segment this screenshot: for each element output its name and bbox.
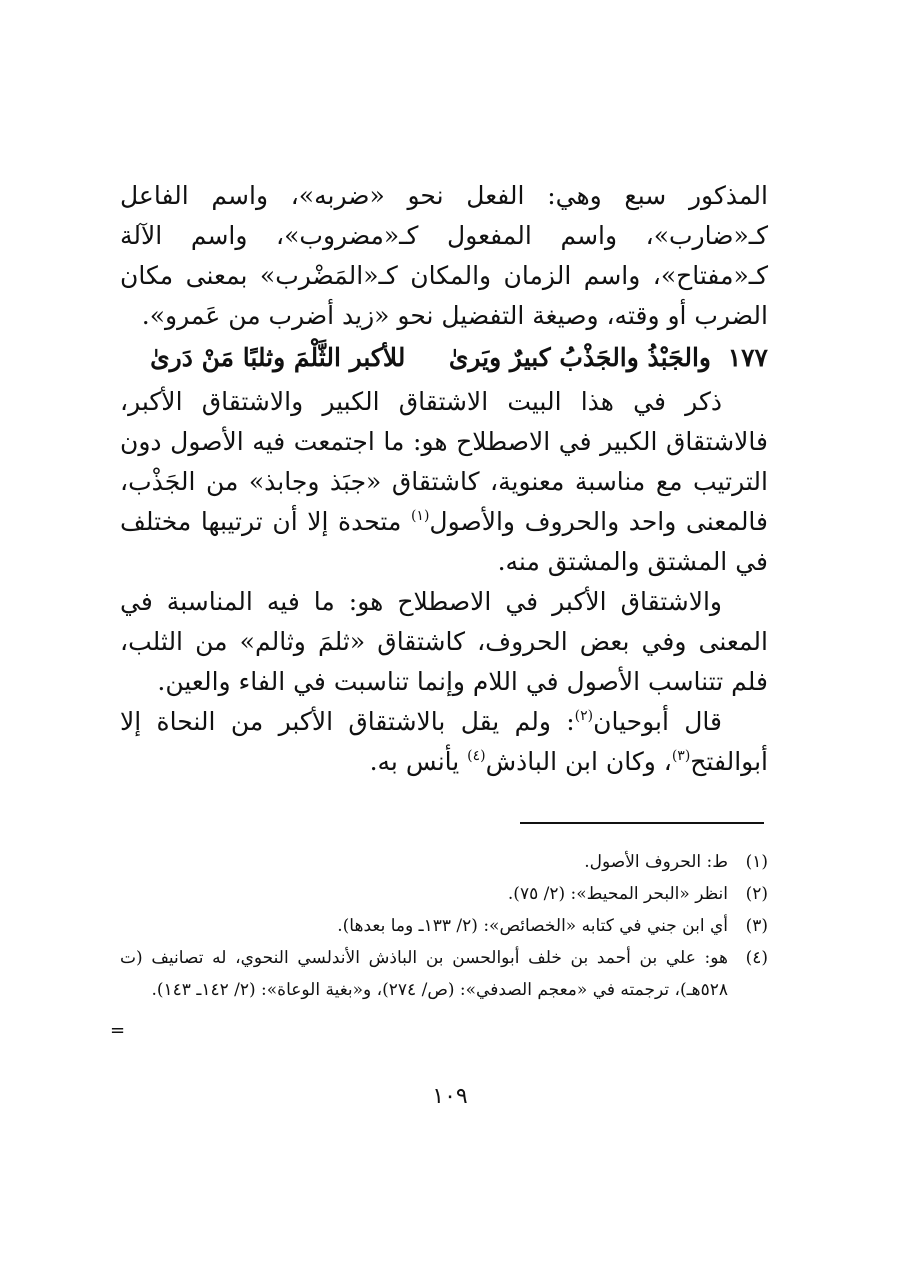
main-text xyxy=(120,176,768,782)
verse-number: ١٧٧ xyxy=(727,343,768,372)
footnote-text: ط: الحروف الأصول. xyxy=(584,852,728,872)
footnote-number: (٤) xyxy=(745,948,768,968)
footnote-ref-2: (٢) xyxy=(574,708,594,725)
paragraph-4-part-b: : ولم يقل بالاشتقاق الأكبر من النحاة إلا أبوالفتح xyxy=(120,707,768,776)
footnote-number: (٢) xyxy=(745,884,768,904)
footnote-ref-3: (٣) xyxy=(671,748,691,765)
footnote-item xyxy=(120,910,768,942)
footnote-item xyxy=(120,942,768,1006)
footnote-text: أي ابن جني في كتابه «الخصائص»: (٢/ ١٣٣ـ وما بعدها). xyxy=(337,916,728,936)
paragraph-4-part-a: قال أبوحيان xyxy=(593,707,722,736)
footnote-text: انظر «البحر المحيط»: (٢/ ٧٥). xyxy=(507,884,728,904)
continuation-mark: = xyxy=(110,1020,126,1041)
footnote-item xyxy=(120,878,768,910)
footnote-ref-4: (٤) xyxy=(467,748,486,765)
paragraph-4 xyxy=(120,702,768,782)
paragraph-1: المذكور سبع وهي: الفعل نحو «ضربه»، واسم الفاعل كـ«ضارب»، واسم المفعول كـ«مضروب»، واسم الآلة كـ«مفتاح»، واسم الزمان والمكان كـ«المَضْرب» بمعنى مكان الضرب أو وقته، وصيغة التفضيل نحو «زيد أضرب من عَمرو». xyxy=(120,181,768,330)
paragraph-2-end: متحدة إلا أن ترتيبها مختلف في المشتق والمشتق منه. xyxy=(120,507,768,576)
footnote-separator xyxy=(520,822,764,824)
paragraph-3: والاشتقاق الأكبر في الاصطلاح هو: ما فيه المناسبة في المعنى وفي بعض الحروف، كاشتقاق «ثلمَ وثالم» من الثلب، فلم تتناسب الأصول في اللام وإنما تناسبت في الفاء والعين. xyxy=(120,587,768,696)
paragraph-4-part-d: يأنس به. xyxy=(369,747,468,776)
page-number: ١٠٩ xyxy=(432,1084,468,1109)
paragraph-2 xyxy=(120,382,768,582)
footnote-text: هو: علي بن أحمد بن خلف أبوالحسن بن الباذش الأندلسي النحوي، له تصانيف (ت ٥٢٨هـ)، ترجمته في «معجم الصدفي»: (ص/ ٢٧٤)، و«بغية الوعاة»: (٢/ ١٤٢ـ ١٤٣). xyxy=(120,948,728,1000)
paragraph-4-part-c: ، وكان ابن الباذش xyxy=(485,747,672,776)
footnote-number: (١) xyxy=(745,852,768,872)
footnote-ref-1: (١) xyxy=(410,508,430,525)
verse-line xyxy=(120,338,768,378)
footnote-number: (٣) xyxy=(745,916,768,936)
paragraph-2-text: ذكر في هذا البيت الاشتقاق الكبير والاشتقاق الأكبر، فالاشتقاق الكبير في الاصطلاح هو: ما اجتمعت فيه الأصول دون الترتيب مع مناسبة معنوية، كاشتقاق «جبَذ وجابذ» من الجَذْب، فالمعنى واحد والحروف والأصول xyxy=(120,387,769,536)
verse-first-hemistich: والجَبْذُ والجَذْبُ كبيرٌ ويَرىٰ xyxy=(448,343,711,372)
verse-second-hemistich: للأكبر الثَّلْمَ وثلبًا مَنْ دَرىٰ xyxy=(150,343,406,372)
footnote-item xyxy=(120,846,768,878)
footnotes xyxy=(120,846,768,1006)
